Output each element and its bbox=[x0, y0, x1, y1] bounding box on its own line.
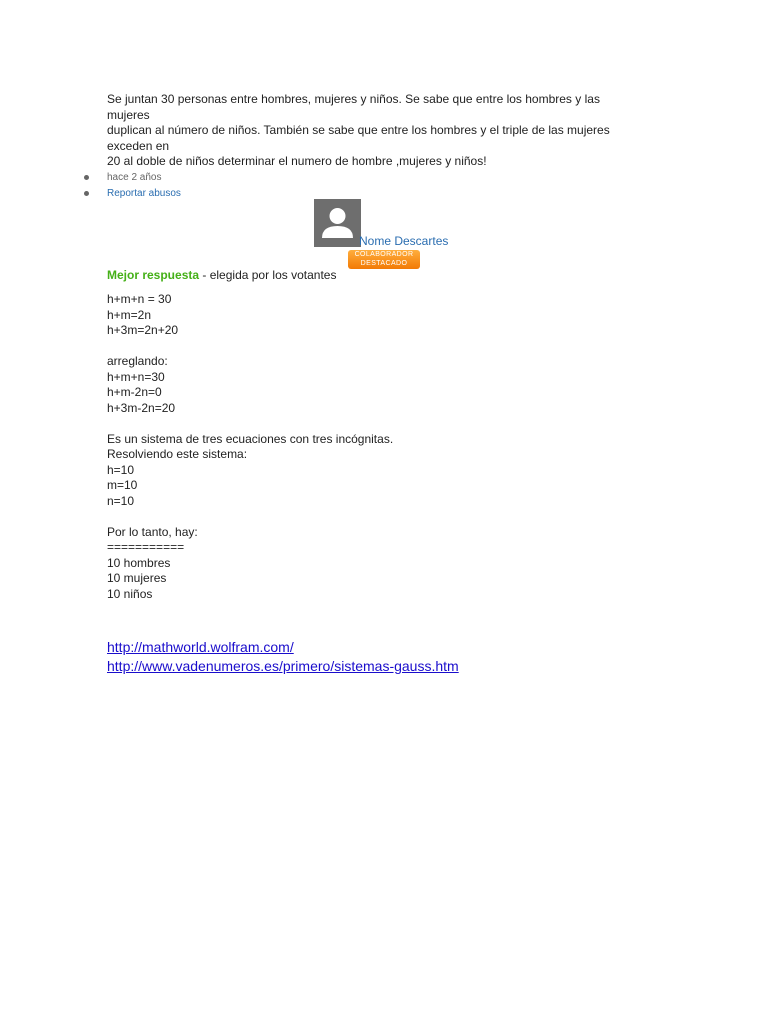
answer-line: 10 hombres bbox=[107, 555, 171, 570]
answer-line: 10 mujeres bbox=[107, 571, 167, 585]
badge-line: DESTACADO bbox=[360, 259, 408, 267]
question-age: hace 2 años bbox=[107, 172, 162, 183]
user-silhouette-icon bbox=[314, 199, 361, 247]
answer-line: arreglando: bbox=[107, 354, 168, 368]
avatar[interactable] bbox=[314, 199, 361, 247]
answer-line: h+3m=2n+20 bbox=[107, 323, 179, 337]
question-text bbox=[107, 92, 647, 170]
answer-body bbox=[107, 292, 393, 602]
answer-line: n=10 bbox=[107, 493, 135, 508]
question-line: exceden en bbox=[107, 138, 170, 153]
mathworld-link[interactable]: http://mathworld.wolfram.com/ bbox=[107, 639, 294, 655]
answer-line: h+m+n = 30 bbox=[107, 292, 172, 306]
answer-line: =========== bbox=[107, 540, 185, 554]
badge-line: COLABORADOR bbox=[354, 251, 414, 258]
answer-line: m=10 bbox=[107, 478, 138, 492]
answer-line: h+m-2n=0 bbox=[107, 385, 162, 399]
meta-time-item bbox=[82, 172, 181, 188]
bullet-icon bbox=[84, 175, 89, 180]
question-meta-list bbox=[82, 172, 181, 204]
report-abuse-link[interactable]: Reportar abusos bbox=[107, 188, 181, 199]
question-line: duplican al número de niños. También se sabe que entre los hombres y el triple de las mujeres bbox=[107, 123, 610, 137]
answer-line: h+m+n=30 bbox=[107, 369, 165, 384]
answer-line: Es un sistema de tres ecuaciones con tres incógnitas. bbox=[107, 431, 394, 446]
answer-line: Por lo tanto, hay: bbox=[107, 524, 198, 539]
answer-line bbox=[107, 416, 393, 432]
answer-line: h+3m-2n=20 bbox=[107, 400, 176, 415]
meta-report-item bbox=[82, 188, 181, 204]
answer-line: h+m=2n bbox=[107, 307, 152, 322]
best-answer-label: Mejor respuesta bbox=[107, 268, 200, 282]
answer-line bbox=[107, 339, 393, 355]
question-line: 20 al doble de niños determinar el numero de hombre ,mujeres y niños! bbox=[107, 154, 487, 168]
source-links bbox=[107, 638, 459, 676]
vadenumeros-link[interactable]: http://www.vadenumeros.es/primero/sistemas-gauss.htm bbox=[107, 658, 459, 674]
question-line: Se juntan 30 personas entre hombres, mujeres y niños. Se sabe que entre los hombres y las bbox=[107, 92, 600, 106]
answer-line bbox=[107, 509, 393, 525]
answer-line: 10 niños bbox=[107, 586, 153, 601]
best-answer-heading bbox=[107, 268, 336, 282]
top-contributor-badge bbox=[348, 250, 420, 269]
answer-line: h=10 bbox=[107, 462, 135, 477]
answer-line: Resolviendo este sistema: bbox=[107, 447, 248, 461]
best-answer-suffix: - elegida por los votantes bbox=[199, 268, 337, 282]
answerer-name-link[interactable]: Nome Descartes bbox=[359, 234, 449, 248]
question-line: mujeres bbox=[107, 107, 150, 122]
bullet-icon bbox=[84, 191, 89, 196]
